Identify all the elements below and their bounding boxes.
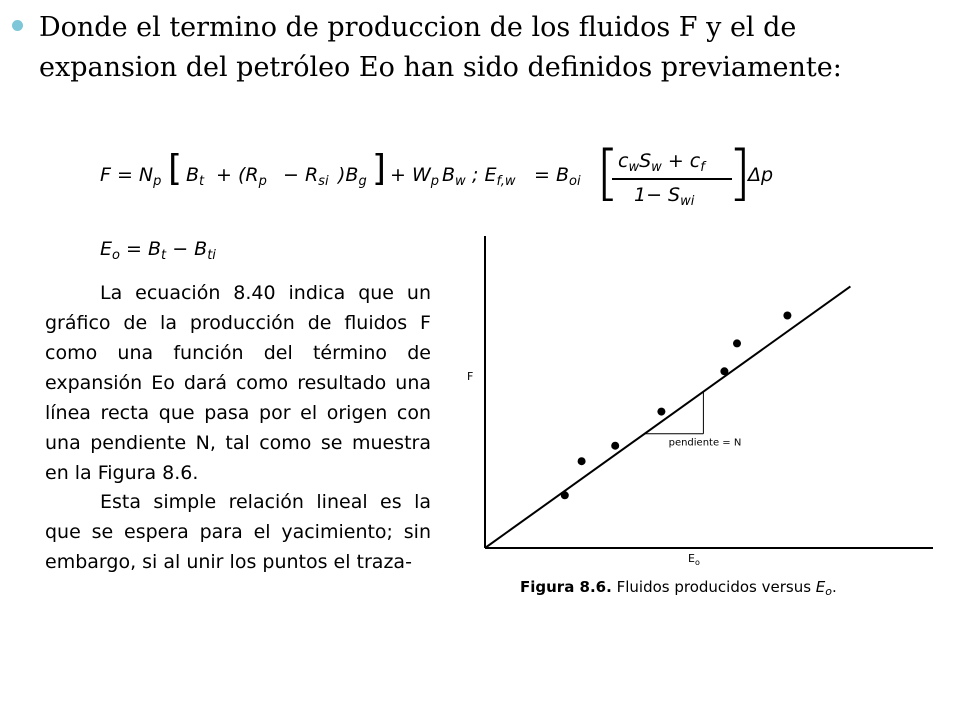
data-point-3 <box>611 442 619 450</box>
data-point-1 <box>561 491 569 499</box>
formula-denominator: $1- S_{wi}$ <box>634 184 695 209</box>
formula-delta-p: Δp <box>748 164 774 186</box>
formula-boi: = $B_{oi}$ <box>534 164 581 189</box>
bracket-close-icon: ] <box>372 148 387 189</box>
figure-caption: Figura 8.6. Fluidos producidos versus $E_o$. <box>520 578 837 598</box>
fit-line <box>485 286 850 548</box>
fraction-bar <box>612 178 732 180</box>
formula-eo: $E_o = B_t - B_{ti}$ <box>100 238 216 263</box>
formula-f <box>100 138 800 220</box>
formula-bw: $B_w$ <box>442 164 466 189</box>
chart-f-vs-eo <box>455 228 945 568</box>
formula-f-lhs: $F = N_p$ <box>100 164 162 189</box>
big-bracket-open-icon: [ <box>596 138 620 208</box>
data-points <box>561 312 792 500</box>
x-axis-label: $E_o$ <box>688 552 700 567</box>
data-point-2 <box>578 457 586 465</box>
data-point-7 <box>783 312 791 320</box>
formula-wp: + $W_p$ <box>390 164 440 189</box>
formula-numerator: $c_wS_w + c_f$ <box>618 150 705 175</box>
y-axis-label: F <box>467 370 474 383</box>
data-point-4 <box>657 408 665 416</box>
bracket-open-icon: [ <box>168 148 183 189</box>
paragraph-1: La ecuación 8.40 indica que un gráfico de la producción de fluidos F como una función del término de expansión Eo dará como resultado una línea recta que pasa por el origen con una pendiente N, tal como se muestra en la Figura 8.6. <box>45 282 431 484</box>
big-bracket-close-icon: ] <box>728 138 752 208</box>
paragraph-2: Esta simple relación lineal es la que se espera para el yacimiento; sin embargo, si al unir los puntos el traza- <box>45 491 431 573</box>
formula-bt: $B_t$ <box>186 164 205 189</box>
data-point-5 <box>720 367 728 375</box>
bullet-text: Donde el termino de produccion de los fluidos F y el de expansion del petróleo Eo han sido definidos previamente: <box>39 12 842 83</box>
formula-rsi: − $R_{si}$ <box>283 164 329 189</box>
formula-rp: + ($R_p$ <box>216 164 267 189</box>
formula-bg: )$B_g$ <box>338 164 367 189</box>
slope-label: pendiente = N <box>668 437 742 449</box>
formula-efw: ; $E_{f,w}$ <box>472 164 516 189</box>
data-point-6 <box>733 339 741 347</box>
bullet-dot-icon <box>12 20 23 31</box>
